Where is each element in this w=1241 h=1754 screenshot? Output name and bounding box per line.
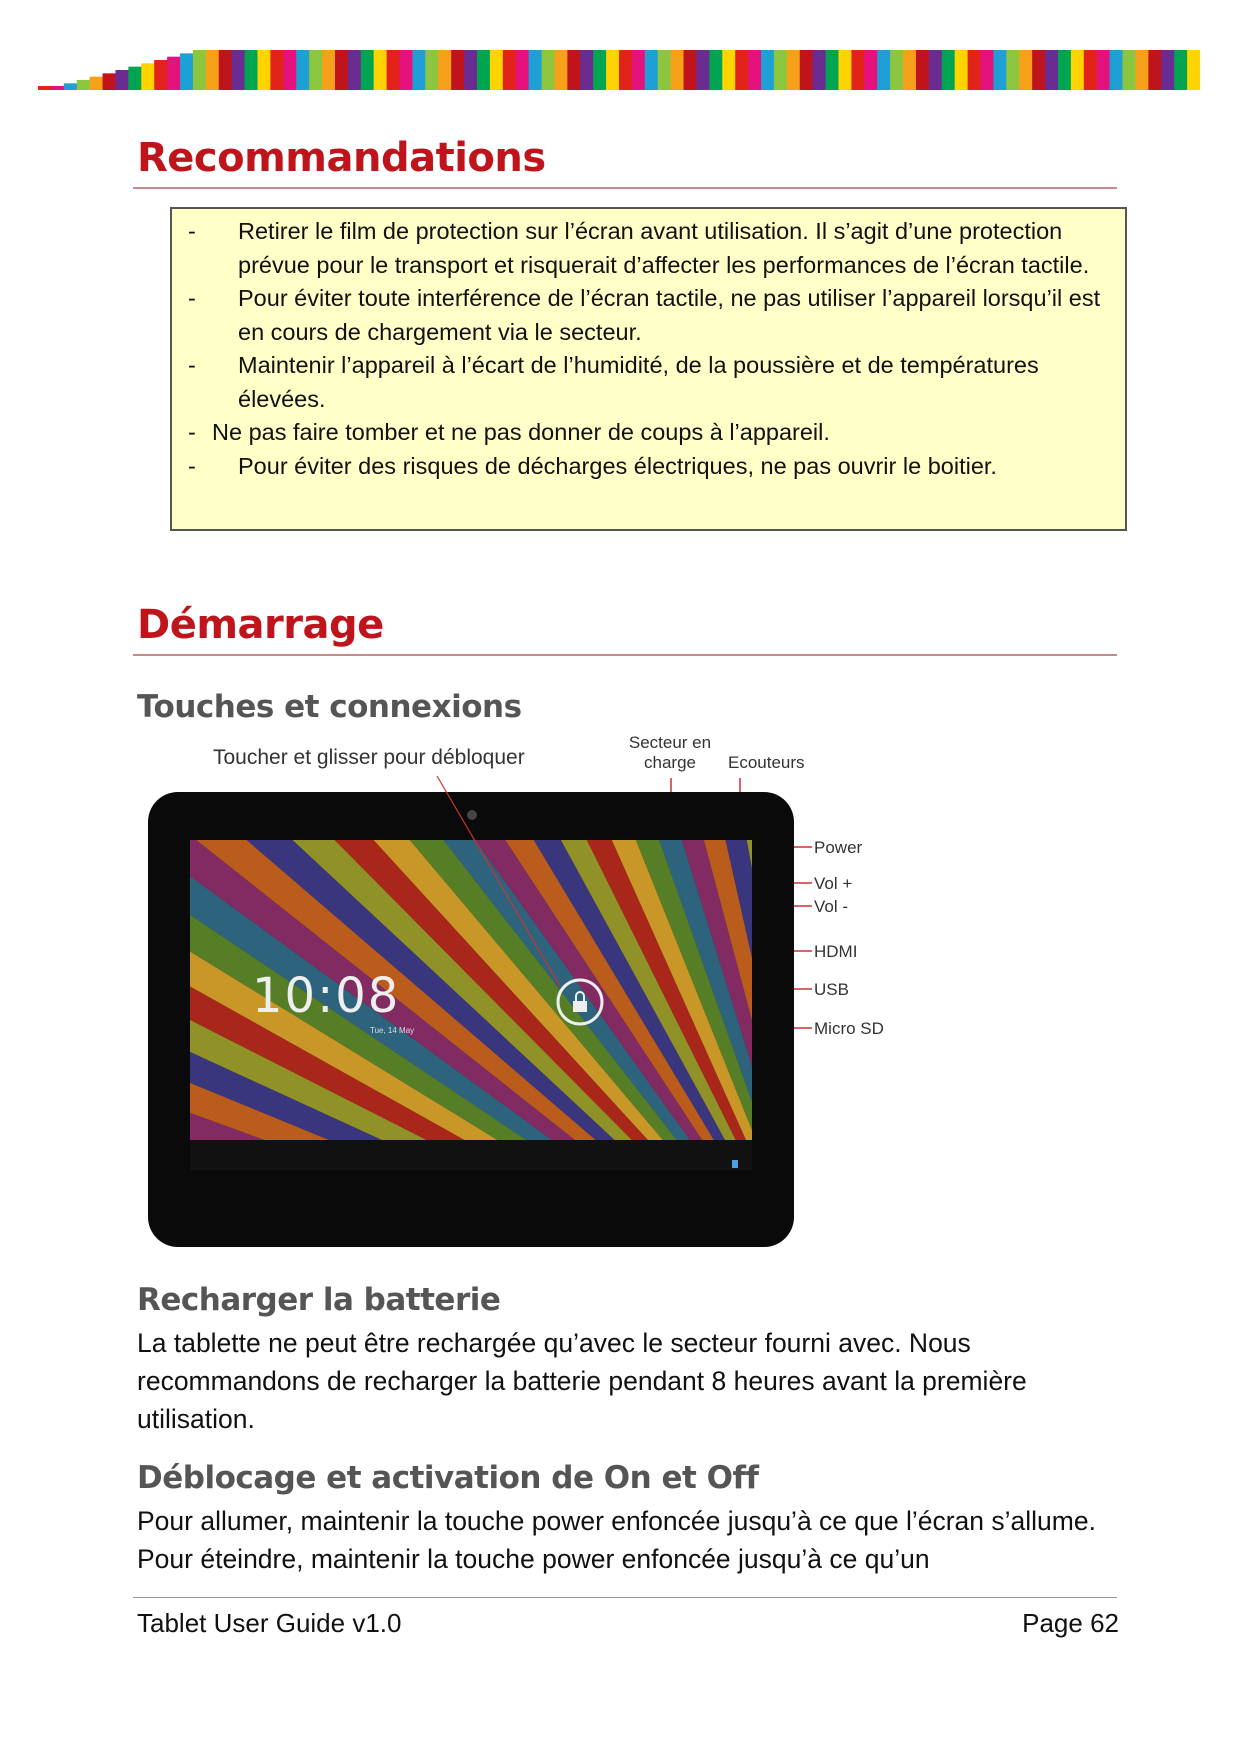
note-item: - Maintenir l’appareil à l’écart de l’humidité, de la poussière et de températures élevées. (188, 352, 1039, 412)
subheading-deblocage: Déblocage et activation de On et Off (137, 1460, 759, 1496)
section-title-demarrage: Démarrage (137, 602, 384, 648)
label-unlock: Toucher et glisser pour débloquer (213, 746, 525, 769)
section-rule (133, 654, 1117, 656)
label-power: Power (814, 838, 863, 857)
camera-icon (467, 810, 477, 820)
section-rule (133, 187, 1117, 189)
paragraph-recharger: La tablette ne peut être rechargée qu’avec le secteur fourni avec. Nous recommandons de recharger la batterie pendant 8 heures avant la première utilisation. (137, 1328, 1027, 1434)
label-usb: USB (814, 980, 849, 999)
page-number: Page 62 (1022, 1608, 1119, 1638)
paragraph-deblocage: Pour allumer, maintenir la touche power enfoncée jusqu’à ce que l’écran s’allume. Pour éteindre, maintenir la touche power enfoncée jusqu’à ce qu’un (137, 1506, 1096, 1574)
recommendations-box (170, 207, 1127, 531)
subheading-touches: Touches et connexions (137, 689, 522, 725)
note-item: - Pour éviter des risques de décharges électriques, ne pas ouvrir le boitier. (188, 452, 997, 479)
header-color-stripe (38, 50, 1200, 90)
label-microsd: Micro SD (814, 1019, 884, 1038)
label-volup: Vol + (814, 874, 853, 893)
footer-title: Tablet User Guide v1.0 (137, 1608, 402, 1638)
label-charge-1: Secteur en (628, 733, 712, 752)
clock-text: 10:08 (252, 968, 401, 1024)
label-hdmi: HDMI (814, 942, 858, 961)
label-earphones: Ecouteurs (728, 753, 805, 772)
label-charge-2: charge (644, 753, 696, 772)
subheading-recharger: Recharger la batterie (137, 1282, 501, 1318)
tablet-diagram (140, 730, 1200, 1270)
date-text: Tue, 14 May (370, 1026, 415, 1035)
note-item: - Retirer le film de protection sur l’écran avant utilisation. Il s’agit d’une protection prévue pour le transport et risquerait d’affecter les performances de l’écran tactile. (188, 218, 1090, 278)
note-item: - Ne pas faire tomber et ne pas donner de coups à l’appareil. (188, 419, 830, 445)
note-item: - Pour éviter toute interférence de l’écran tactile, ne pas utiliser l’appareil lorsqu’il est en cours de chargement via le secteur. (188, 285, 1101, 345)
footer-rule (133, 1597, 1117, 1598)
label-voldown: Vol - (814, 897, 849, 916)
section-title-recommandations: Recommandations (137, 135, 546, 181)
